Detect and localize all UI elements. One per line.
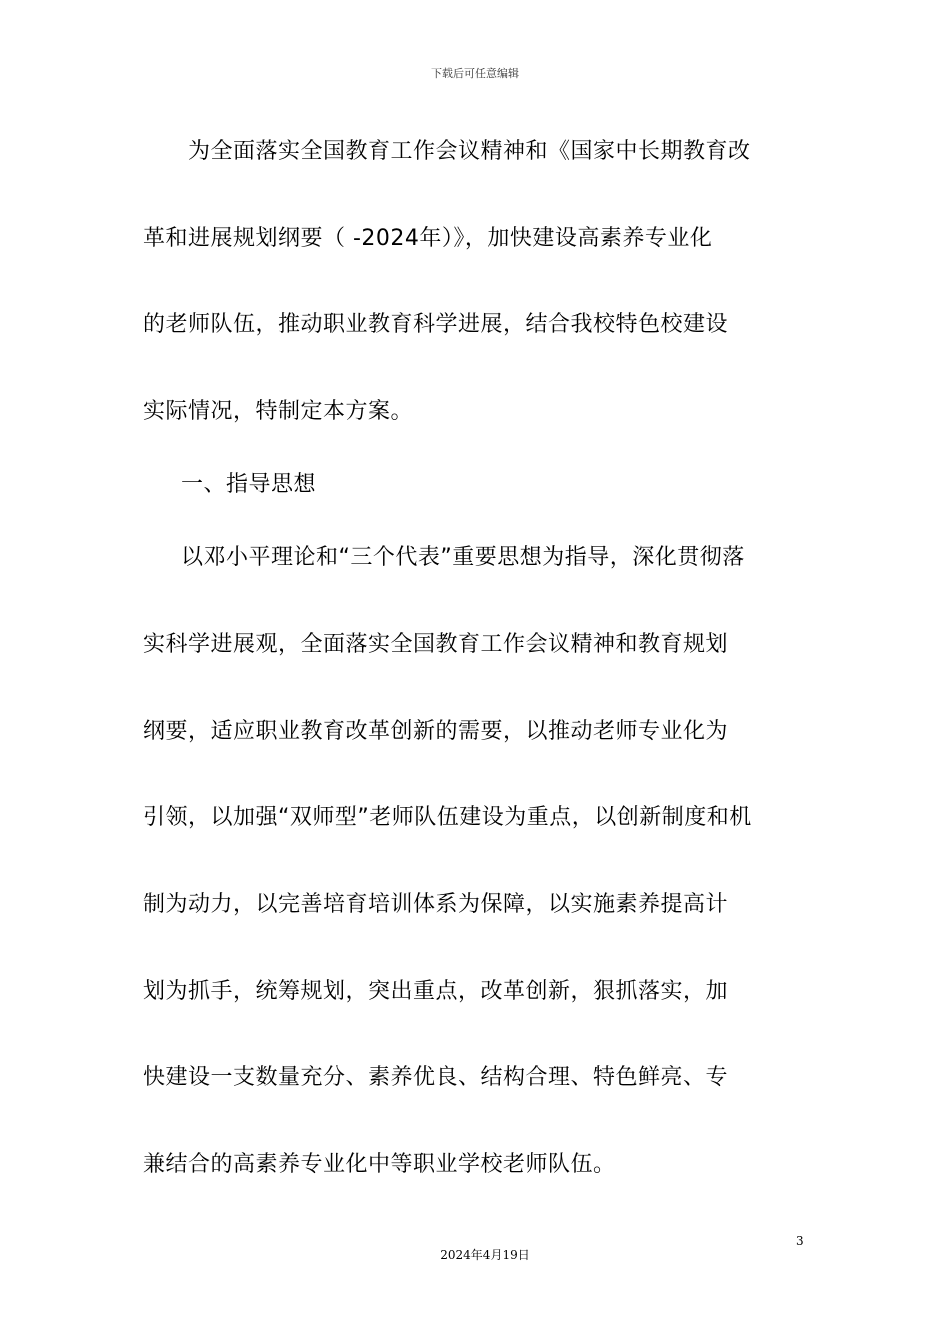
body-line: 革和进展规划纲要（ -2024年）》，加快建设高素养专业化 <box>143 226 713 251</box>
body-line: 快建设一支数量充分、素养优良、结构合理、特色鲜亮、专 <box>143 1065 729 1090</box>
section-heading: 一、指导思想 <box>181 472 317 497</box>
page-footer-date: 2024年4月19日 <box>440 1248 530 1262</box>
page-header: 下载后可任意编辑 <box>431 67 519 80</box>
body-line: 制为动力，以完善培育培训体系为保障，以实施素养提高计 <box>143 892 729 917</box>
body-line: 的老师队伍，推动职业教育科学进展，结合我校特色校建设 <box>143 312 729 337</box>
body-line: 实科学进展观，全面落实全国教育工作会议精神和教育规划 <box>143 632 729 657</box>
body-line: 以邓小平理论和“三个代表”重要思想为指导，深化贯彻落 <box>181 545 745 570</box>
body-line: 划为抓手，统筹规划，突出重点，改革创新，狠抓落实，加 <box>143 979 729 1004</box>
body-line: 引领，以加强“双师型”老师队伍建设为重点，以创新制度和机 <box>143 805 752 830</box>
page-number: 3 <box>796 1234 804 1248</box>
body-line: 为全面落实全国教育工作会议精神和《国家中长期教育改 <box>188 139 751 164</box>
body-line: 实际情况，特制定本方案。 <box>143 399 414 424</box>
body-line: 纲要，适应职业教育改革创新的需要，以推动老师专业化为 <box>143 719 729 744</box>
body-line: 兼结合的高素养专业化中等职业学校老师队伍。 <box>143 1152 616 1177</box>
